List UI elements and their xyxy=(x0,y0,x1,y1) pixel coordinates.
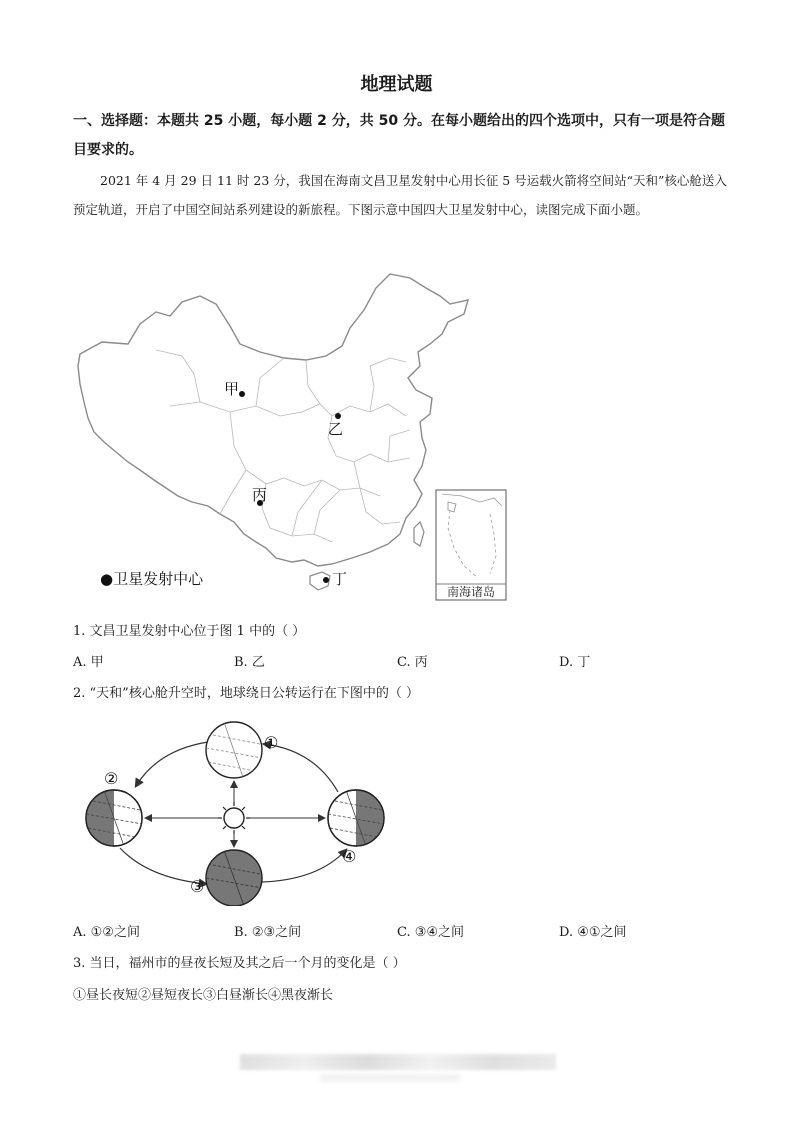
launch-center-jia-dot xyxy=(239,391,245,397)
question-1-stem: 1. 文昌卫星发射中心位于图 1 中的（ ） xyxy=(73,624,306,639)
q1-option-c: C. 丙 xyxy=(397,655,428,670)
q1-option-b: B. 乙 xyxy=(234,655,265,670)
earth-position-2 xyxy=(86,790,142,846)
blurred-footer-watermark xyxy=(240,1054,556,1070)
q2-option-b: B. ②③之间 xyxy=(234,925,302,940)
question-2-stem: 2. “天和”核心舱升空时，地球绕日公转运行在下图中的（ ） xyxy=(73,686,419,701)
earth-position-3 xyxy=(206,850,262,906)
blurred-footer-watermark-line xyxy=(320,1074,460,1082)
label-yi: 乙 xyxy=(328,420,344,438)
launch-center-yi-dot xyxy=(335,413,341,419)
orbit-label-1: ① xyxy=(264,733,279,752)
china-outline xyxy=(78,274,468,566)
taiwan-island xyxy=(414,522,424,546)
map-legend: ●卫星发射中心 xyxy=(100,570,204,588)
china-map-figure xyxy=(70,266,510,602)
label-bing: 丙 xyxy=(252,486,268,504)
orbit-svg xyxy=(78,714,394,906)
q2-option-c: C. ③④之间 xyxy=(397,925,465,940)
launch-center-ding-dot xyxy=(323,577,329,583)
orbit-label-2: ② xyxy=(104,769,119,788)
q2-option-d: D. ④①之间 xyxy=(559,925,627,940)
label-jia: 甲 xyxy=(224,380,240,398)
sun-icon xyxy=(218,802,250,834)
orbit-label-4: ④ xyxy=(342,847,357,866)
q1-option-d: D. 丁 xyxy=(559,655,591,670)
earth-orbit-diagram xyxy=(78,714,394,906)
section-heading: 一、选择题：本题共 25 小题，每小题 2 分，共 50 分。在每小题给出的四个选项中，只有一项是符合题目要求的。 xyxy=(73,113,725,158)
china-map-svg xyxy=(70,266,510,602)
earth-position-1 xyxy=(206,722,262,780)
q1-option-a: A. 甲 xyxy=(73,655,104,670)
question-3-choices: ①昼长夜短②昼短夜长③白昼渐长④黑夜渐长 xyxy=(73,988,334,1003)
question-3-stem: 3. 当日，福州市的昼夜长短及其之后一个月的变化是（ ） xyxy=(73,956,406,971)
orbit-label-3: ③ xyxy=(190,877,205,896)
intro-paragraph: 2021 年 4 月 29 日 11 时 23 分，我国在海南文昌卫星发射中心用长征 5 号运载火箭将空间站“天和”核心舱送入预定轨道，开启了中国空间站系列建设的新旅程。下图示意中国四大卫星发射中心，读图完成下面小题。 xyxy=(73,173,727,217)
q2-option-a: A. ①②之间 xyxy=(73,925,140,940)
page-title: 地理试题 xyxy=(360,74,433,95)
inset-label: 南海诸岛 xyxy=(446,585,496,599)
label-ding: 丁 xyxy=(332,570,348,588)
earth-position-4 xyxy=(328,790,384,846)
south-china-sea-inset xyxy=(436,490,506,600)
